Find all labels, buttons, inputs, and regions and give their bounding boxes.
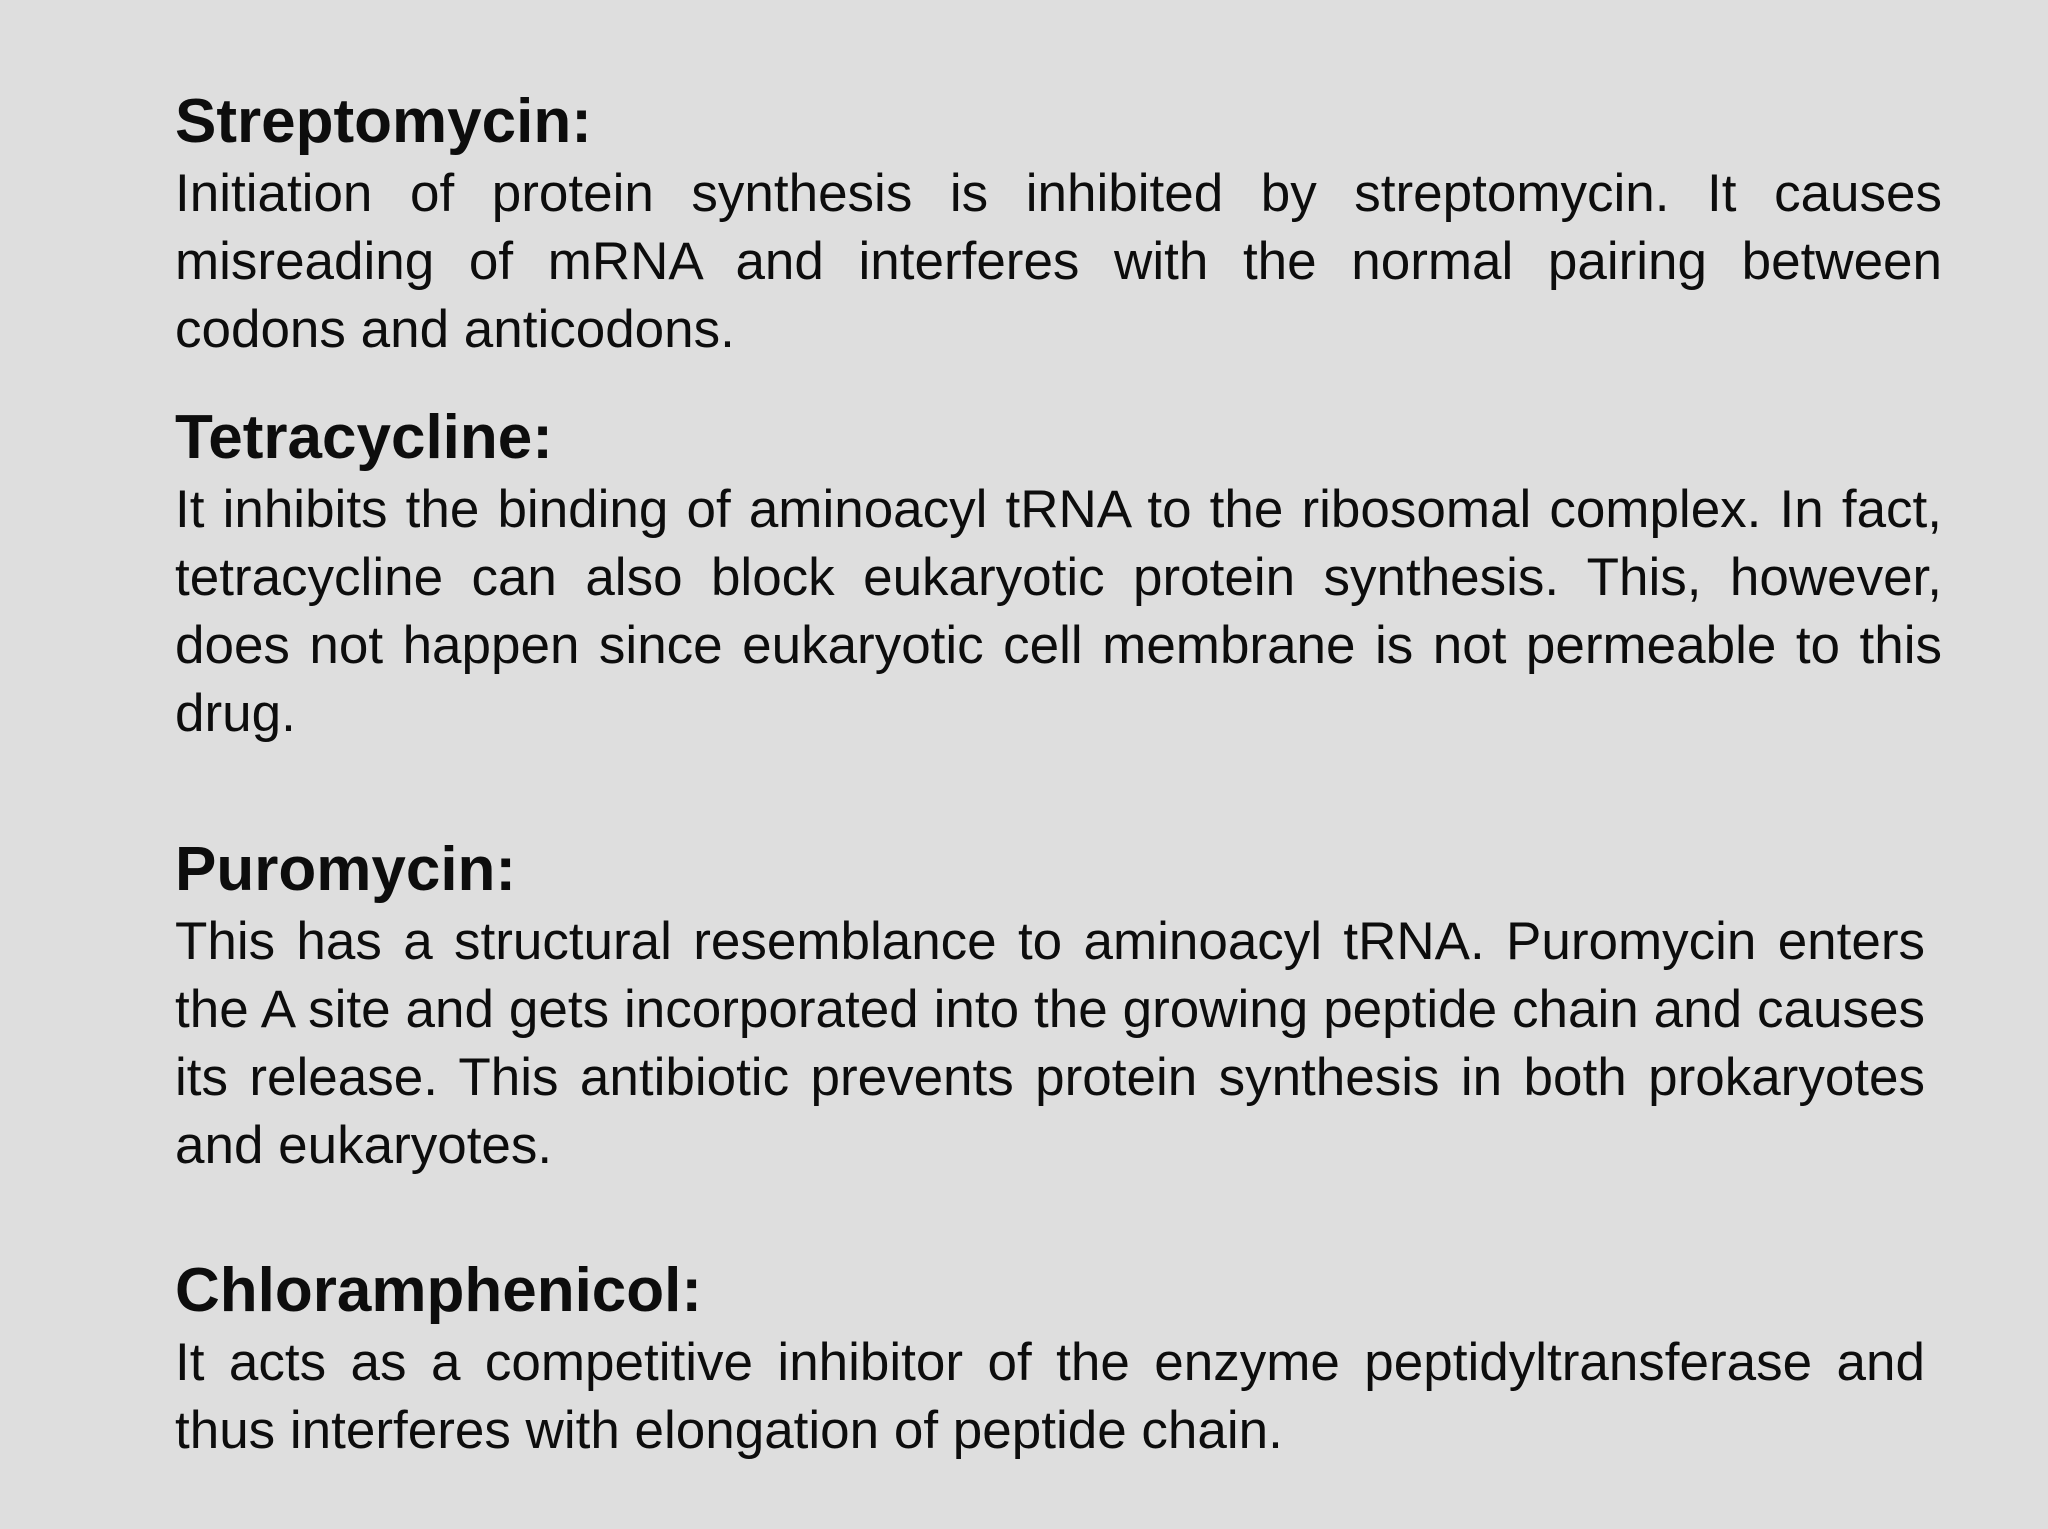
section-title: Streptomycin: xyxy=(175,87,592,156)
section-tetracycline xyxy=(175,400,1942,748)
section-body: This has a structural resemblance to aminoacyl tRNA. Puromycin enters the A site and gets incorporated into the growing peptide chain and causes its release. This antibiotic prevents protein synthesis in both prokaryotes and eukaryotes. xyxy=(175,912,1925,1175)
section-title: Puromycin: xyxy=(175,835,517,904)
section-title: Chloramphenicol: xyxy=(175,1256,703,1325)
section-body: It acts as a competitive inhibitor of the enzyme peptidyltransferase and thus interferes with elongation of peptide chain. xyxy=(175,1333,1925,1460)
section-body: It inhibits the binding of aminoacyl tRNA to the ribosomal complex. In fact, tetracycline can also block eukaryotic protein synthesis. This, however, does not happen since eukaryotic cell membrane is not permeable to this drug. xyxy=(175,480,1942,743)
section-title: Tetracycline: xyxy=(175,403,553,472)
section-chloramphenicol xyxy=(175,1253,1925,1465)
section-puromycin xyxy=(175,832,1925,1180)
section-body: Initiation of protein synthesis is inhibited by streptomycin. It causes misreading of mRNA and interferes with the normal pairing between codons and anticodons. xyxy=(175,164,1942,359)
section-streptomycin xyxy=(175,84,1942,364)
